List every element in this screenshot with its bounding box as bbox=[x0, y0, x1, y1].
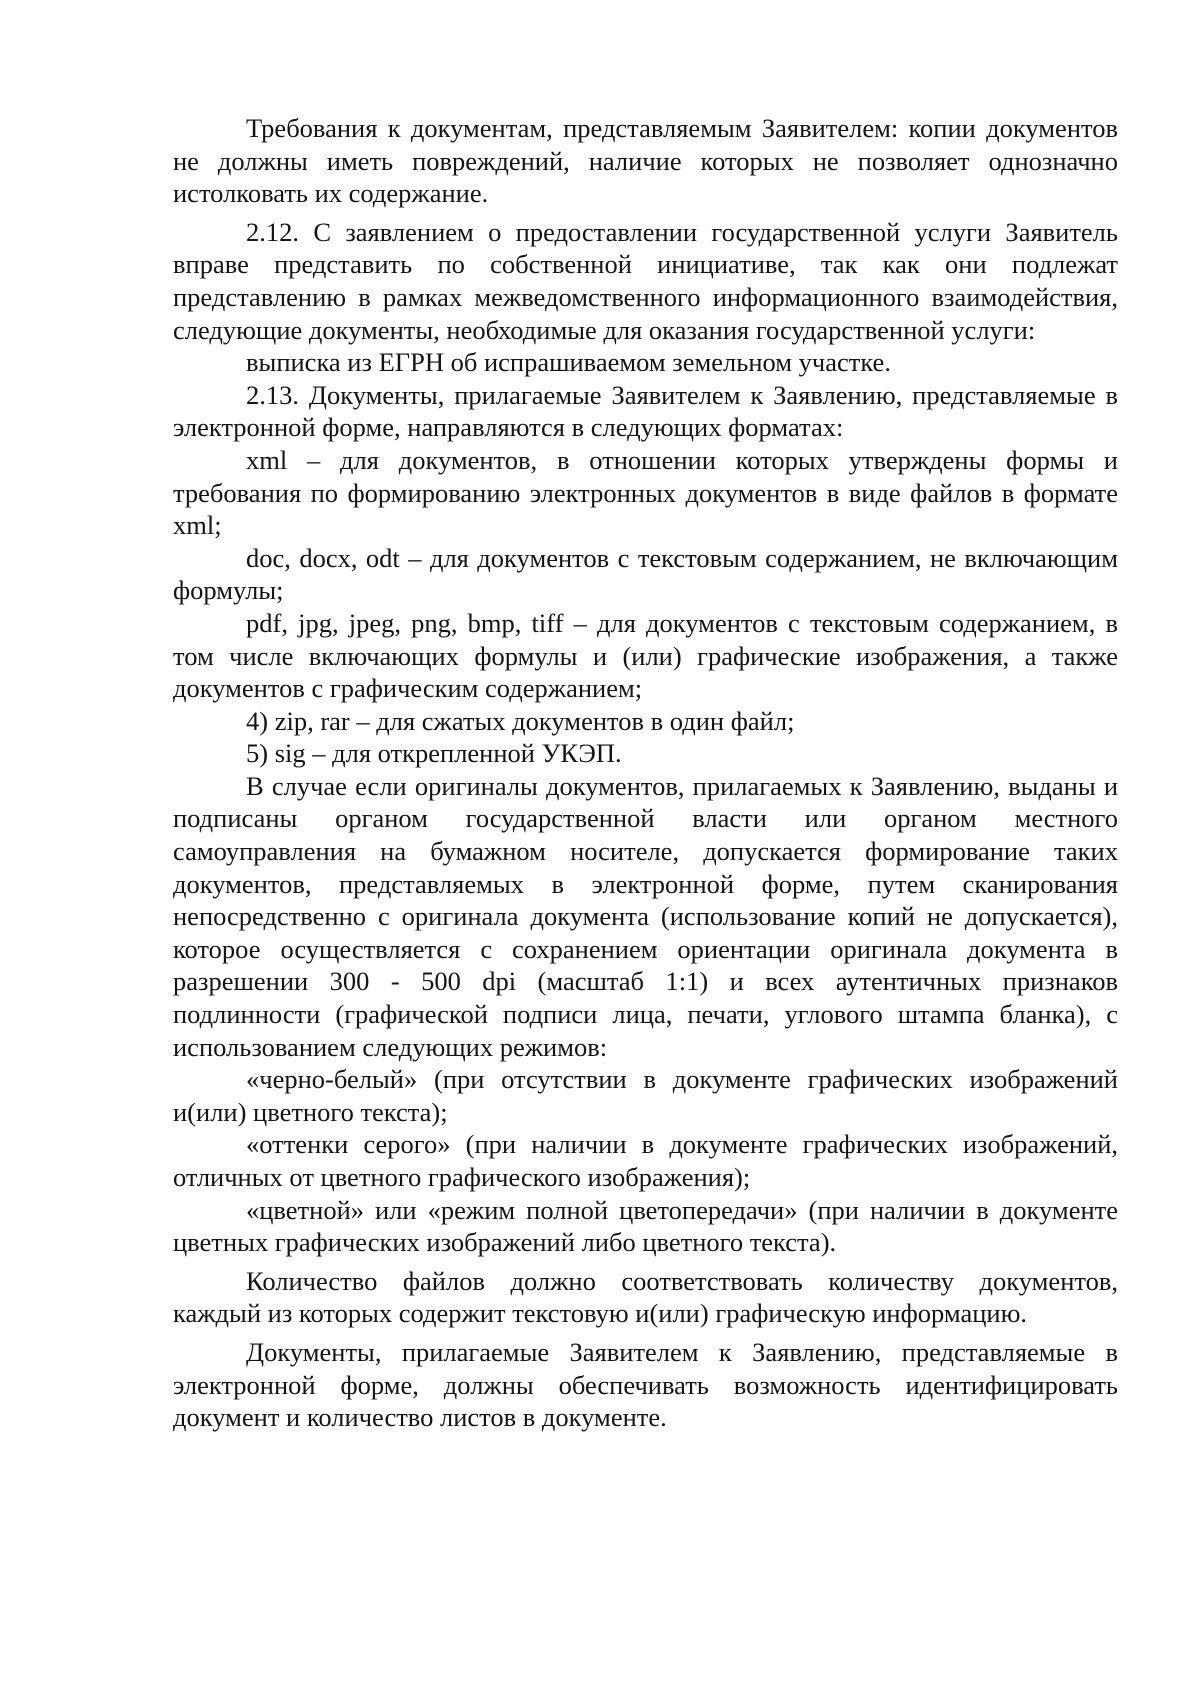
list-item-zip: 4) zip, rar – для сжатых документов в один файл; bbox=[246, 705, 795, 736]
paragraph-scanning-rules: В случае если оригиналы документов, прилагаемых к Заявлению, выданы и подписаны органом государственной власти или органом местного самоуправления на бумажном носителе, допускается формирование таких документов, представляемых в электронной форме, путем сканирования непосредственно с оригинала документа (использование копий не допускается), которое осуществляется с сохранением ориентации оригинала документа в разрешении 300 - 500 dpi (масштаб 1:1) и всех аутентичных признаков подлинности (графической подписи лица, печати, углового штампа бланка), с использованием следующих режимов: bbox=[173, 770, 1118, 1062]
list-item-xml: xml – для документов, в отношении которых утверждены формы и требования по формированию электронных документов в виде файлов в формате xml; bbox=[173, 444, 1118, 541]
paragraph-2-12: 2.12. С заявлением о предоставлении государственной услуги Заявитель вправе представить по собственной инициативе, так как они подлежат представлению в рамках межведомственного информационного взаимодействия, следующие документы, необходимые для оказания государственной услуги: bbox=[173, 216, 1118, 345]
paragraph-file-count: Количество файлов должно соответствовать количеству документов, каждый из которых содержит текстовую и(или) графическую информацию. bbox=[173, 1265, 1118, 1329]
document-page bbox=[173, 112, 1118, 1434]
list-item-black-white: «черно-белый» (при отсутствии в документе графических изображений и(или) цветного текста); bbox=[173, 1064, 1118, 1127]
list-item-pdf: pdf, jpg, jpeg, png, bmp, tiff – для документов с текстовым содержанием, в том числе включающих формулы и (или) графические изображения, а также документов с графическим содержанием; bbox=[173, 607, 1118, 704]
paragraph-2-13: 2.13. Документы, прилагаемые Заявителем к Заявлению, представляемые в электронной форме, направляются в следующих форматах: bbox=[173, 379, 1118, 443]
list-item-doc: doc, docx, odt – для документов с текстовым содержанием, не включающим формулы; bbox=[173, 542, 1118, 606]
list-item-color: «цветной» или «режим полной цветопередачи» (при наличии в документе цветных графических изображений либо цветного текста). bbox=[173, 1194, 1118, 1258]
list-item-sig: 5) sig – для открепленной УКЭП. bbox=[246, 738, 622, 769]
paragraph-document-requirements: Требования к документам, представляемым Заявителем: копии документов не должны иметь повреждений, наличие которых не позволяет однозначно истолковать их содержание. bbox=[173, 113, 1118, 209]
paragraph-identification: Документы, прилагаемые Заявителем к Заявлению, представляемые в электронной форме, должны обеспечивать возможность идентифицировать документ и количество листов в документе. bbox=[173, 1336, 1118, 1433]
paragraph-egrn-extract: выписка из ЕГРН об испрашиваемом земельном участке. bbox=[246, 347, 891, 378]
list-item-grayscale: «оттенки серого» (при наличии в документе графических изображений, отличных от цветного графического изображения); bbox=[173, 1129, 1118, 1192]
